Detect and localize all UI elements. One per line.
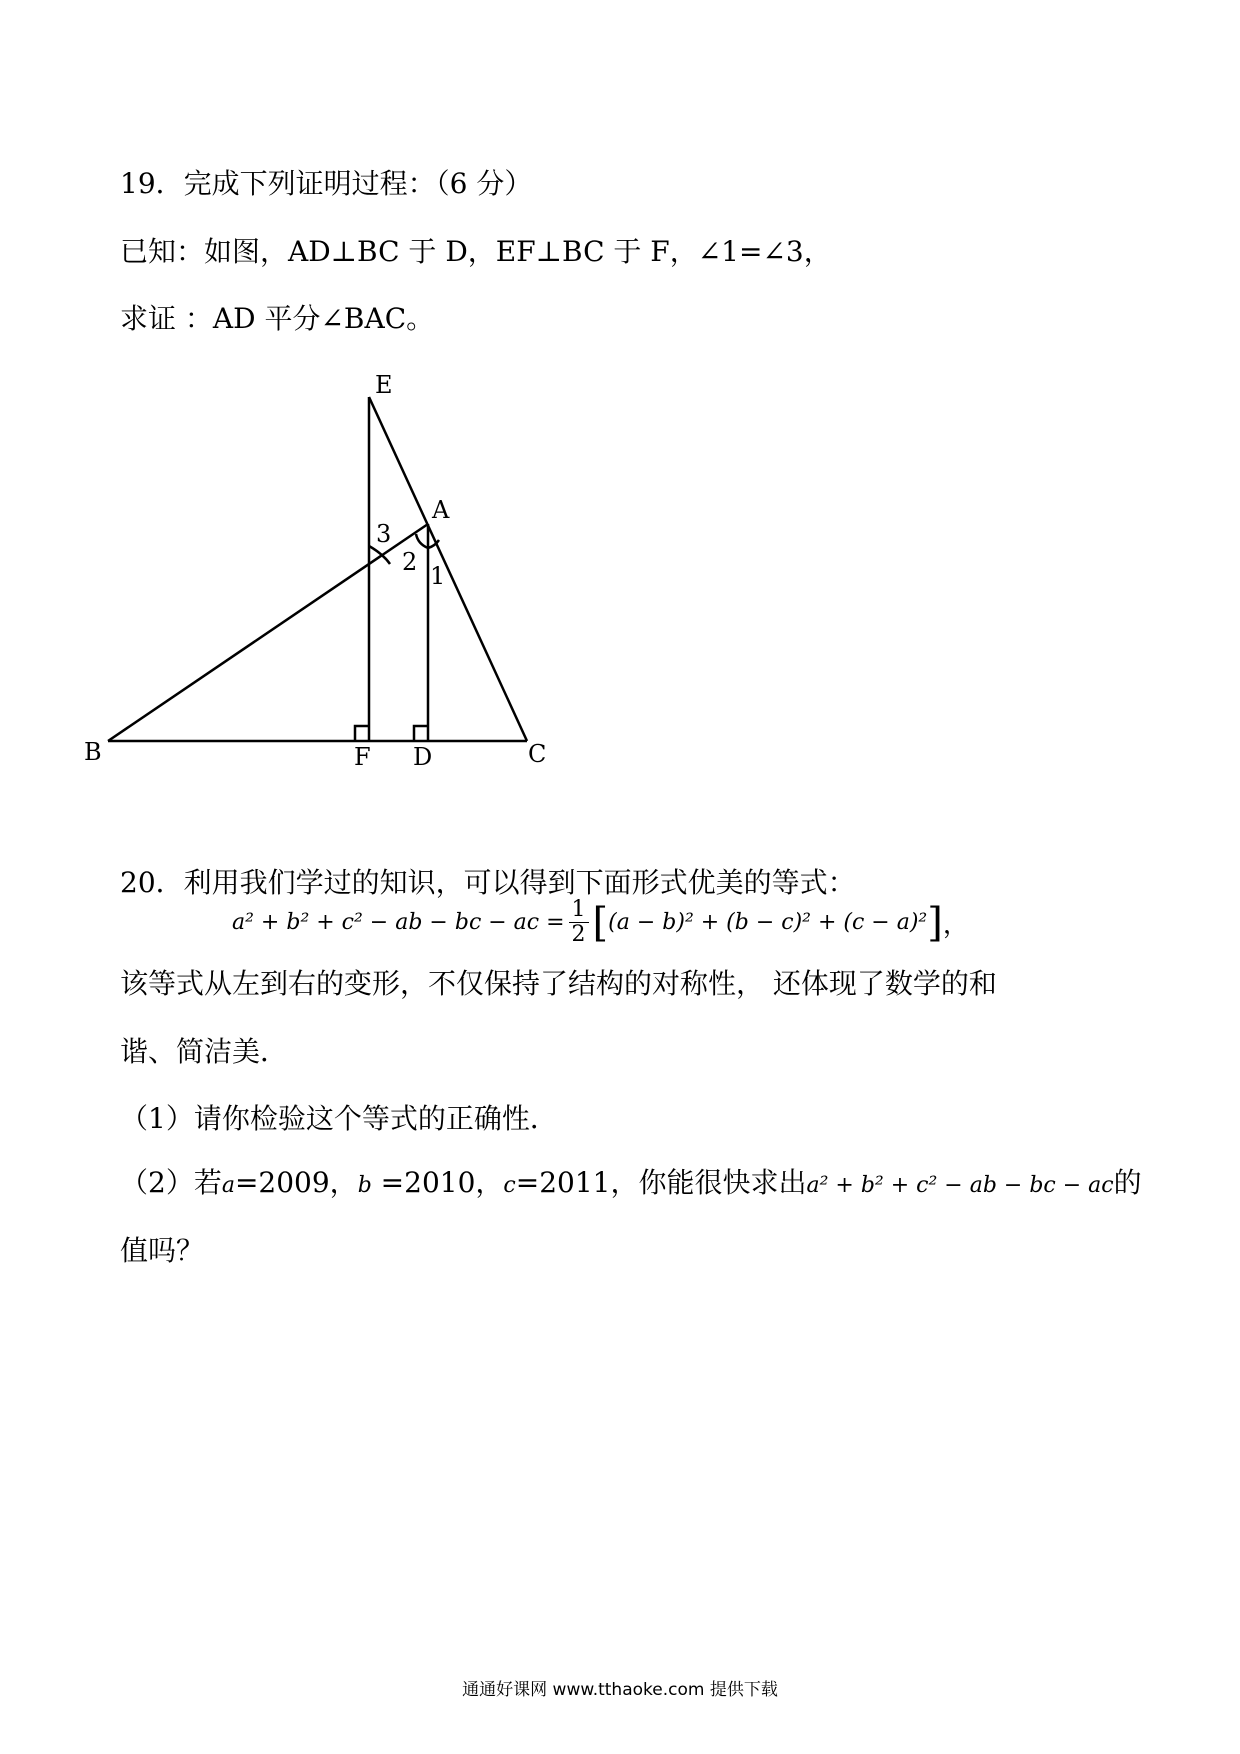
label-e: E xyxy=(375,371,393,399)
segment-ec xyxy=(369,397,527,741)
var-a: a xyxy=(221,1173,235,1198)
q19-given: 已知：如图，AD⊥BC 于 D，EF⊥BC 于 F，∠1=∠3， xyxy=(120,235,832,268)
footer-text: 通通好课网 www.tthaoke.com 提供下载 xyxy=(462,1680,778,1700)
arc-angle-2 xyxy=(416,534,428,548)
segment-ba xyxy=(108,524,428,741)
label-a: A xyxy=(432,496,450,524)
fraction-denominator: 2 xyxy=(571,922,586,947)
left-bracket: [ xyxy=(592,899,609,946)
q19-title: 19．完成下列证明过程：（6 分） xyxy=(120,167,533,200)
q20-part2-line2: 值吗？ xyxy=(120,1234,205,1267)
right-angle-d xyxy=(414,726,428,741)
label-b: B xyxy=(84,738,102,766)
q20-text1: 该等式从左到右的变形，不仅保持了结构的对称性， 还体现了数学的和 xyxy=(120,967,997,1000)
q20-part1: （1）请你检验这个等式的正确性． xyxy=(120,1102,558,1135)
fraction-one-half xyxy=(569,898,589,947)
identity-tail: ， xyxy=(942,910,969,940)
right-bracket: ] xyxy=(927,899,943,946)
part2-expression: a² + b² + c² − ab − bc − ac xyxy=(806,1173,1114,1198)
geometry-figure xyxy=(80,370,560,790)
part2-b-value: =2010， xyxy=(371,1166,504,1199)
var-b: b xyxy=(357,1173,372,1198)
part2-a-value: =2009， xyxy=(234,1166,358,1199)
q20-title: 20．利用我们学过的知识，可以得到下面形式优美的等式： xyxy=(120,866,856,899)
part2-suffix: 的 xyxy=(1113,1166,1142,1199)
q20-text2: 谐、简洁美． xyxy=(120,1035,289,1068)
label-angle-2: 2 xyxy=(402,548,418,576)
part2-c-value: =2011，你能很快求出 xyxy=(515,1166,807,1199)
label-angle-3: 3 xyxy=(376,520,392,548)
q19-prove: 求证 ：AD 平分∠BAC。 xyxy=(120,302,435,335)
part2-prefix: （2）若 xyxy=(120,1166,222,1199)
fraction-numerator: 1 xyxy=(569,898,589,923)
label-angle-1: 1 xyxy=(430,562,446,590)
right-angle-f xyxy=(355,726,369,741)
label-f: F xyxy=(354,743,371,771)
var-c: c xyxy=(503,1173,516,1198)
identity-rhs: (a − b)² + (b − c)² + (c − a)² xyxy=(608,910,928,935)
q20-part2 xyxy=(120,1165,1142,1204)
identity-lhs: a² + b² + c² − ab − bc − ac = xyxy=(232,910,565,935)
identity-equation xyxy=(232,898,969,947)
label-c: C xyxy=(528,740,547,768)
label-d: D xyxy=(413,743,433,771)
